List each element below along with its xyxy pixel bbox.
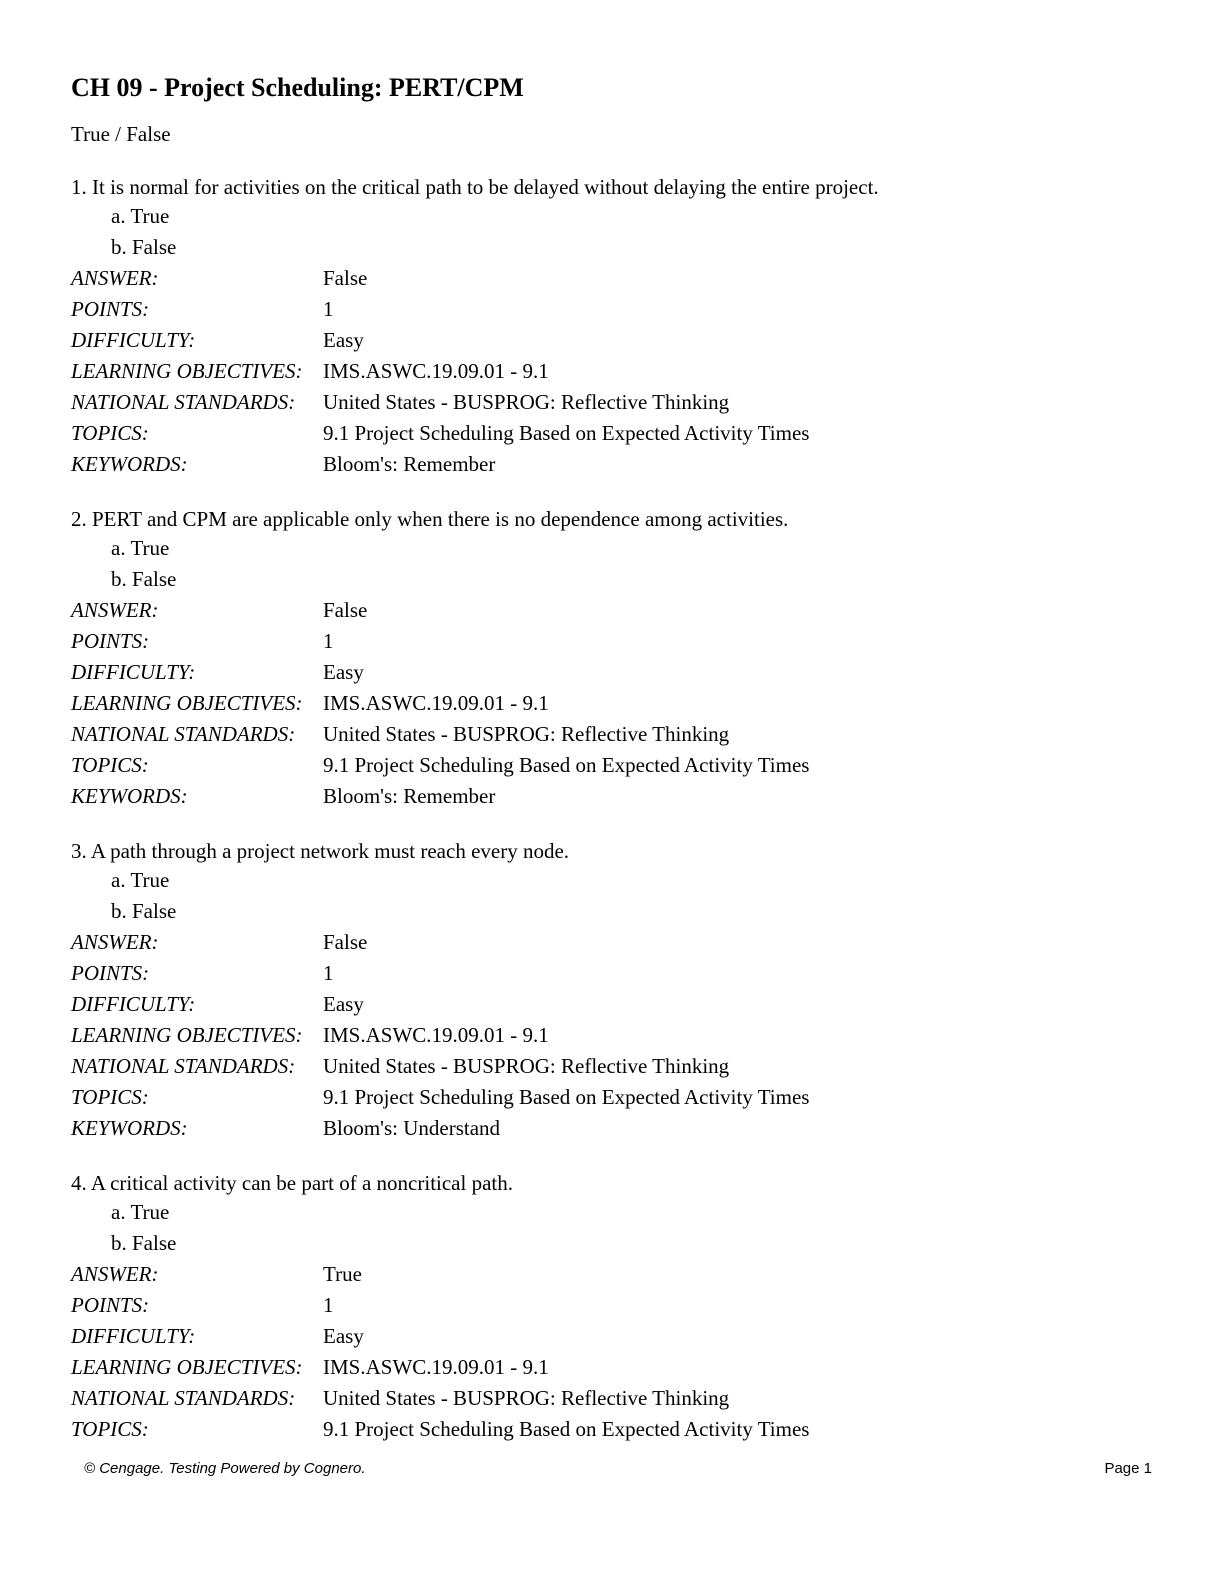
metadata-value: Bloom's: Remember: [323, 452, 496, 476]
metadata-row: [71, 418, 1171, 449]
metadata-value: United States - BUSPROG: Reflective Thinking: [323, 390, 730, 414]
metadata-value: Easy: [323, 1324, 364, 1348]
metadata-row: [71, 958, 1171, 989]
metadata-value: United States - BUSPROG: Reflective Thinking: [323, 1386, 730, 1410]
metadata-label: TOPICS:: [71, 1417, 149, 1441]
metadata-value: Bloom's: Remember: [323, 784, 496, 808]
metadata-row: [71, 1051, 1171, 1082]
question-block: [71, 837, 1171, 1144]
question-block: [71, 1169, 1171, 1445]
metadata-label: DIFFICULTY:: [71, 992, 196, 1016]
metadata-row: [71, 1259, 1171, 1290]
metadata-row: [71, 263, 1171, 294]
metadata-row: [71, 781, 1171, 812]
metadata-value: 9.1 Project Scheduling Based on Expected Activity Times: [323, 1417, 810, 1441]
answer-option: a. True: [111, 204, 170, 228]
answer-option: a. True: [111, 868, 170, 892]
metadata-row: [71, 719, 1171, 750]
metadata-row: [71, 294, 1171, 325]
metadata-label: ANSWER:: [71, 930, 159, 954]
question-list: [71, 173, 1171, 1445]
metadata-row: [71, 750, 1171, 781]
document-page: [71, 70, 1171, 1445]
metadata-label: NATIONAL STANDARDS:: [71, 390, 296, 414]
page-title: CH 09 - Project Scheduling: PERT/CPM: [71, 73, 524, 102]
metadata-label: TOPICS:: [71, 421, 149, 445]
metadata-row: [71, 387, 1171, 418]
footer-copyright: © Cengage. Testing Powered by Cognero.: [84, 1460, 366, 1477]
metadata-label: NATIONAL STANDARDS:: [71, 1386, 296, 1410]
metadata-value: Easy: [323, 992, 364, 1016]
metadata-value: IMS.ASWC.19.09.01 - 9.1: [323, 1023, 549, 1047]
question-block: [71, 173, 1171, 480]
metadata-value: 1: [323, 1293, 334, 1317]
metadata-label: LEARNING OBJECTIVES:: [71, 359, 303, 383]
answer-option: b. False: [111, 235, 177, 259]
metadata-value: 9.1 Project Scheduling Based on Expected Activity Times: [323, 1085, 810, 1109]
metadata-value: IMS.ASWC.19.09.01 - 9.1: [323, 359, 549, 383]
metadata-label: DIFFICULTY:: [71, 660, 196, 684]
metadata-row: [71, 1321, 1171, 1352]
metadata-label: POINTS:: [71, 629, 150, 653]
metadata-label: KEYWORDS:: [71, 784, 188, 808]
metadata-label: NATIONAL STANDARDS:: [71, 1054, 296, 1078]
metadata-label: POINTS:: [71, 1293, 150, 1317]
metadata-value: True: [323, 1262, 362, 1286]
question-text: 4. A critical activity can be part of a noncritical path.: [71, 1171, 513, 1195]
metadata-label: LEARNING OBJECTIVES:: [71, 691, 303, 715]
answer-option: a. True: [111, 1200, 170, 1224]
metadata-label: TOPICS:: [71, 753, 149, 777]
metadata-row: [71, 1414, 1171, 1445]
metadata-value: False: [323, 930, 368, 954]
metadata-value: IMS.ASWC.19.09.01 - 9.1: [323, 691, 549, 715]
metadata-row: [71, 1020, 1171, 1051]
metadata-row: [71, 1383, 1171, 1414]
metadata-value: 1: [323, 961, 334, 985]
metadata-label: POINTS:: [71, 961, 150, 985]
question-text: 3. A path through a project network must reach every node.: [71, 839, 570, 863]
metadata-row: [71, 1290, 1171, 1321]
metadata-label: NATIONAL STANDARDS:: [71, 722, 296, 746]
metadata-value: Easy: [323, 660, 364, 684]
answer-option: b. False: [111, 567, 177, 591]
metadata-label: POINTS:: [71, 297, 150, 321]
metadata-row: [71, 989, 1171, 1020]
metadata-row: [71, 1113, 1171, 1144]
metadata-row: [71, 325, 1171, 356]
metadata-value: Easy: [323, 328, 364, 352]
metadata-label: TOPICS:: [71, 1085, 149, 1109]
answer-option: a. True: [111, 536, 170, 560]
metadata-row: [71, 626, 1171, 657]
metadata-value: United States - BUSPROG: Reflective Thinking: [323, 722, 730, 746]
page-footer: [84, 1460, 1152, 1480]
metadata-label: DIFFICULTY:: [71, 1324, 196, 1348]
metadata-row: [71, 1082, 1171, 1113]
question-text: 1. It is normal for activities on the critical path to be delayed without delaying the entire project.: [71, 175, 879, 199]
metadata-value: 1: [323, 629, 334, 653]
question-text: 2. PERT and CPM are applicable only when there is no dependence among activities.: [71, 507, 789, 531]
metadata-row: [71, 449, 1171, 480]
metadata-row: [71, 657, 1171, 688]
metadata-label: ANSWER:: [71, 598, 159, 622]
metadata-value: IMS.ASWC.19.09.01 - 9.1: [323, 1355, 549, 1379]
metadata-row: [71, 1352, 1171, 1383]
metadata-row: [71, 688, 1171, 719]
metadata-value: False: [323, 266, 368, 290]
metadata-row: [71, 927, 1171, 958]
answer-option: b. False: [111, 899, 177, 923]
metadata-value: 9.1 Project Scheduling Based on Expected Activity Times: [323, 421, 810, 445]
question-block: [71, 505, 1171, 812]
metadata-row: [71, 595, 1171, 626]
metadata-row: [71, 356, 1171, 387]
metadata-value: 1: [323, 297, 334, 321]
metadata-label: DIFFICULTY:: [71, 328, 196, 352]
footer-page-number: Page 1: [1104, 1460, 1152, 1477]
metadata-value: 9.1 Project Scheduling Based on Expected Activity Times: [323, 753, 810, 777]
section-heading: True / False: [71, 122, 171, 146]
metadata-label: KEYWORDS:: [71, 1116, 188, 1140]
metadata-label: LEARNING OBJECTIVES:: [71, 1023, 303, 1047]
metadata-label: ANSWER:: [71, 266, 159, 290]
metadata-label: LEARNING OBJECTIVES:: [71, 1355, 303, 1379]
metadata-label: KEYWORDS:: [71, 452, 188, 476]
metadata-value: Bloom's: Understand: [323, 1116, 501, 1140]
metadata-value: United States - BUSPROG: Reflective Thinking: [323, 1054, 730, 1078]
answer-option: b. False: [111, 1231, 177, 1255]
metadata-label: ANSWER:: [71, 1262, 159, 1286]
metadata-value: False: [323, 598, 368, 622]
